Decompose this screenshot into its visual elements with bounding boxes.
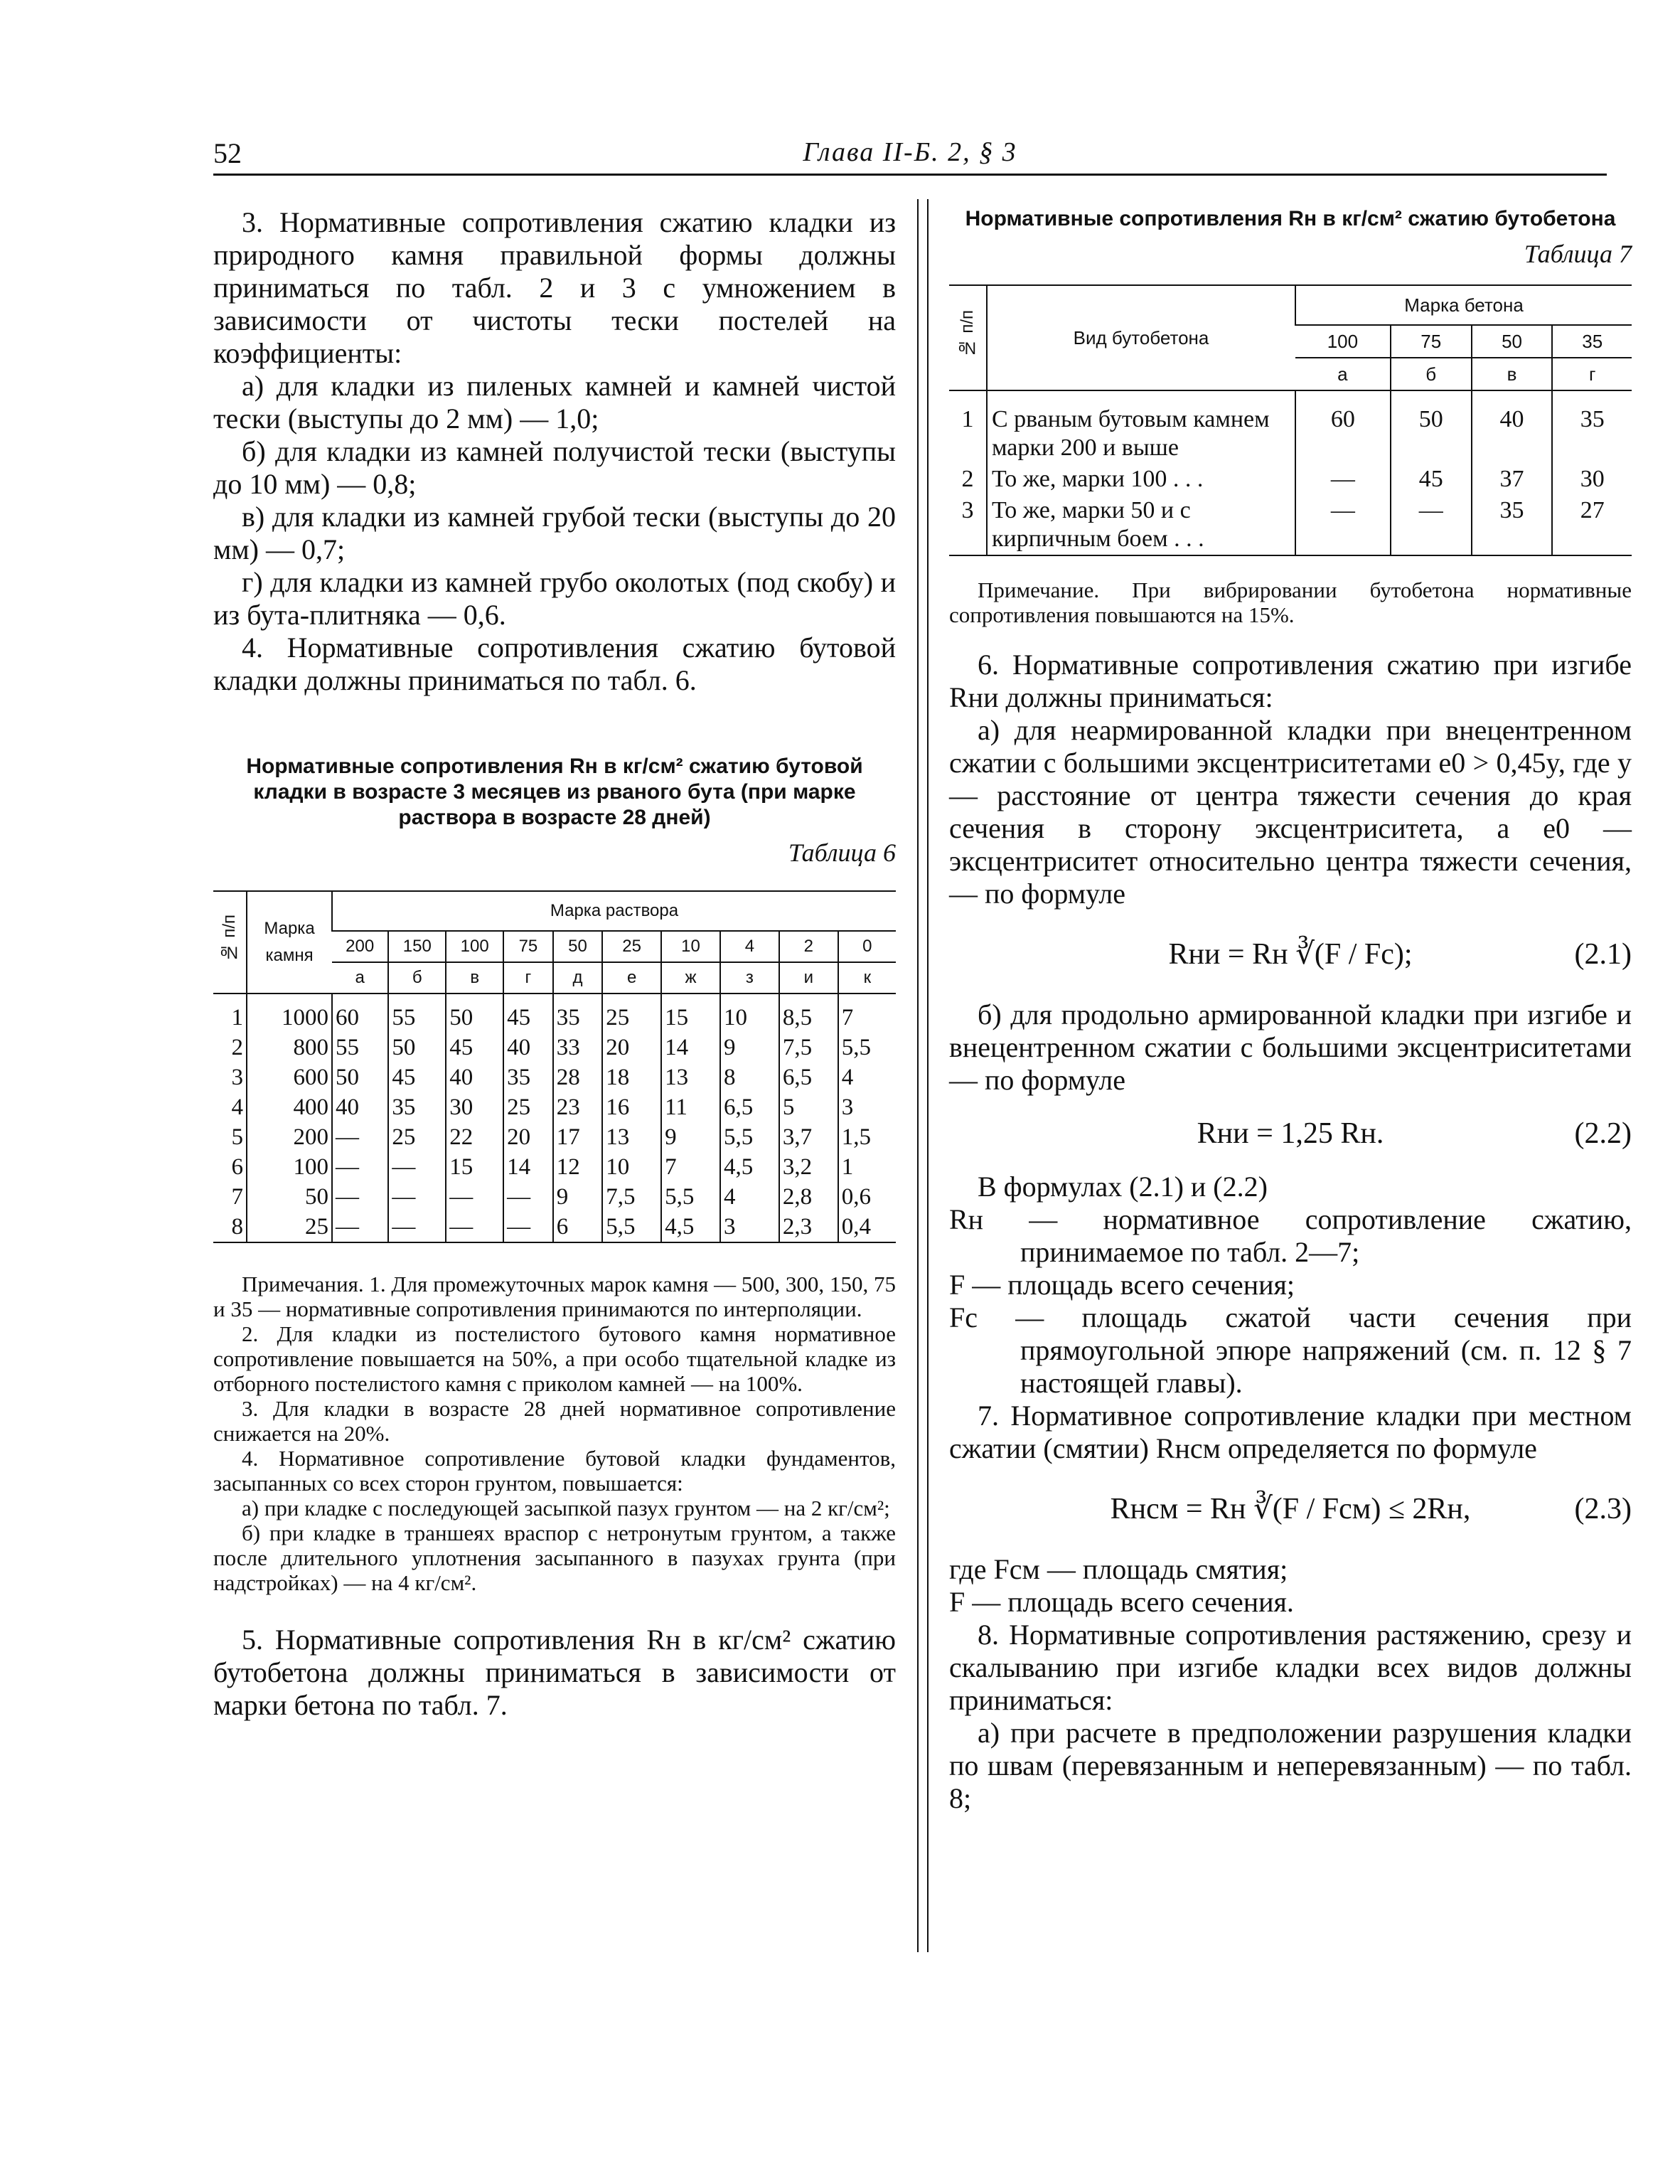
table6-cell: 3,7 (779, 1122, 838, 1152)
table7-letter-header: г (1552, 358, 1632, 390)
table6-row (213, 1212, 896, 1242)
table6-cell: 7,5 (779, 1033, 838, 1062)
table6-cell: 25 (602, 994, 661, 1033)
table6-cell: — (446, 1182, 503, 1212)
table6-cell: 1,5 (838, 1122, 896, 1152)
table6-cell: 12 (553, 1152, 603, 1182)
page-number: 52 (213, 137, 242, 169)
table6-cell: 14 (661, 1033, 720, 1062)
paragraph-7: 7. Нормативное сопротивление кладки при местном сжатии (смятии) Rнсм определяется по формуле (949, 1400, 1632, 1464)
table6-cell: 23 (553, 1092, 603, 1122)
table6-cell: 7,5 (602, 1182, 661, 1212)
table6-cell: 17 (553, 1122, 603, 1152)
right-column (949, 206, 1632, 1815)
formula-2-2-number: (2.2) (1574, 1117, 1632, 1150)
table6-note: б) при кладке в траншеях враспор с нетронутым грунтом, а также после длительного уплотнения засыпанного в пазухах грунта (при надстройках) — на 4 кг/см². (213, 1520, 896, 1595)
table7-cell: 30 (1552, 464, 1632, 495)
table6-cell: 8,5 (779, 994, 838, 1033)
table6-cell: — (332, 1212, 388, 1242)
table6-cell: 55 (332, 1033, 388, 1062)
table6-cell: 15 (446, 1152, 503, 1182)
table6-cell: 45 (503, 994, 553, 1033)
formula-2-3-number: (2.3) (1574, 1493, 1632, 1525)
table6-cell: 1 (231, 1005, 243, 1030)
table6-num-header: № п/п (213, 891, 247, 994)
table6-row (213, 1092, 896, 1122)
definitions-list (949, 1203, 1632, 1400)
table6-cell: 9 (661, 1122, 720, 1152)
formula-2-1 (949, 919, 1632, 990)
table7-note: Примечание. При вибрировании бутобетона нормативные сопротивления повышаются на 15%. (949, 577, 1632, 627)
table6-cell: 8 (720, 1062, 779, 1092)
table6-letter-header: г (503, 962, 553, 994)
table6-cell: 800 (247, 1033, 332, 1062)
table7-row (949, 464, 1632, 495)
table6-cell: 5,5 (720, 1122, 779, 1152)
definition-item: Rн — нормативное сопротивление сжатию, принимаемое по табл. 2—7; (949, 1203, 1632, 1268)
paragraph-5: 5. Нормативные сопротивления Rн в кг/см² сжатию бутобетона должны приниматься в зависимости от марки бетона по табл. 7. (213, 1624, 896, 1721)
table6-letter-header: в (446, 962, 503, 994)
table6-cell: 7 (661, 1152, 720, 1182)
table6-cell: 35 (388, 1092, 446, 1122)
table6-cell: 40 (503, 1033, 553, 1062)
table6-letter-header: а (332, 962, 388, 994)
table6-cell: 60 (332, 994, 388, 1033)
table6-cell: 55 (388, 994, 446, 1033)
paragraph-8a: а) при расчете в предположении разрушения кладки по швам (перевязанным и неперевязанным) — по табл. 8; (949, 1717, 1632, 1814)
table7-cell: 60 (1295, 390, 1391, 464)
table6-row (213, 994, 896, 1033)
formula-2-1-expr: Rни = Rн ∛(F / Fс); (1168, 938, 1413, 971)
table7-grade-header: 100 (1295, 325, 1391, 358)
table6-cell: 200 (247, 1122, 332, 1152)
table6-cell: — (332, 1182, 388, 1212)
table6-cell: 0,4 (838, 1212, 896, 1242)
table6-letter-header: б (388, 962, 446, 994)
table6-cell: 600 (247, 1062, 332, 1092)
table6-cell: 25 (388, 1122, 446, 1152)
table6-cell: 40 (446, 1062, 503, 1092)
definitions-list-2 (949, 1553, 1632, 1619)
table6-grade-header: 10 (661, 931, 720, 962)
definitions-intro: В формулах (2.1) и (2.2) (978, 1171, 1268, 1203)
table6-cell: — (388, 1212, 446, 1242)
table6-letter-header: к (838, 962, 896, 994)
table6-cell: 13 (661, 1062, 720, 1092)
table6-cell: 400 (247, 1092, 332, 1122)
table7-cell: 35 (1472, 495, 1553, 555)
table7-row (949, 495, 1632, 555)
table7-cell: — (1295, 495, 1391, 555)
table6-cell: 18 (602, 1062, 661, 1092)
table6-cell: — (388, 1182, 446, 1212)
table6-cell: 4 (720, 1182, 779, 1212)
paragraph-6b: б) для продольно армированной кладки при изгибе и внецентренном сжатии с большими эксцентриситетами — по формуле (949, 998, 1632, 1096)
table6-cell: — (446, 1212, 503, 1242)
table6-cell: 3 (231, 1065, 243, 1090)
table7-label: Таблица 7 (1524, 240, 1632, 268)
table6-cell: 2 (231, 1035, 243, 1060)
table6-cell: 9 (720, 1033, 779, 1062)
chapter-title: Глава II-Б. 2, § 3 (803, 137, 1017, 167)
table7-caption: Нормативные сопротивления Rн в кг/см² сжатию бутобетона (965, 207, 1616, 230)
table7-grade-header: 75 (1391, 325, 1472, 358)
paragraph-3a: а) для кладки из пиленых камней и камней чистой тески (выступы до 2 мм) — 1,0; (213, 370, 896, 435)
formula-2-1-number: (2.1) (1574, 938, 1632, 971)
table6-cell: 4 (231, 1094, 243, 1120)
table7-cell: 50 (1391, 390, 1472, 464)
table7-grade-header: 35 (1552, 325, 1632, 358)
table6-cell: 20 (503, 1122, 553, 1152)
table7-row-kind: С рваным бутовым камнем марки 200 и выше (987, 390, 1295, 464)
formula-2-3 (949, 1474, 1632, 1545)
table6-note: Примечания. 1. Для промежуточных марок камня — 500, 300, 150, 75 и 35 — нормативные сопротивления принимаются по интерполяции. (213, 1272, 896, 1321)
table7-cell: 37 (1472, 464, 1553, 495)
page-header (213, 137, 1607, 176)
table6-stone-header: Марка камня (247, 891, 332, 994)
table6-cell: 9 (553, 1182, 603, 1212)
paragraph-8: 8. Нормативные сопротивления растяжению, срезу и скалыванию при изгибе кладки всех видов должны приниматься: (949, 1619, 1632, 1716)
table6-letter-header: и (779, 962, 838, 994)
table6-cell: 25 (247, 1212, 332, 1242)
table6-cell: 3,2 (779, 1152, 838, 1182)
table6-note: 2. Для кладки из постелистого бутового камня нормативное сопротивление повышается на 50%, а при особо тщательной кладке из отборного постелистого камня с приколом камней — на 100%. (213, 1321, 896, 1396)
table7-cell: — (1391, 495, 1472, 555)
definition-item: F — площадь всего сечения. (949, 1586, 1294, 1618)
table6-cell: 8 (231, 1214, 243, 1240)
definition-item: F — площадь всего сечения; (949, 1269, 1295, 1301)
table7-letter-header: б (1391, 358, 1472, 390)
table6-row (213, 1062, 896, 1092)
table6-cell: 35 (503, 1062, 553, 1092)
table6-cell: 28 (553, 1062, 603, 1092)
table6-cell: 30 (446, 1092, 503, 1122)
table6-letter-header: е (602, 962, 661, 994)
table6-cell: — (388, 1152, 446, 1182)
table6-cell: 100 (247, 1152, 332, 1182)
table6-cell: 6 (231, 1154, 243, 1180)
table6-cell: 20 (602, 1033, 661, 1062)
table6-cell: 4 (838, 1062, 896, 1092)
table6-cell: 6 (553, 1212, 603, 1242)
table6-letter-header: д (553, 962, 603, 994)
table6-cell: 1 (838, 1152, 896, 1182)
table6-label: Таблица 6 (788, 838, 896, 867)
table7-row-number: 2 (961, 466, 974, 492)
table6-cell: 4,5 (720, 1152, 779, 1182)
table6-grade-header: 25 (602, 931, 661, 962)
paragraph-3: 3. Нормативные сопротивления сжатию кладки из природного камня правильной формы должны приниматься по табл. 2 и 3 с умножением в зависимости от чистоты тески постелей на коэффициенты: (213, 206, 896, 369)
table6-cell: — (503, 1182, 553, 1212)
table6-grade-header: 2 (779, 931, 838, 962)
table7-letter-header: в (1472, 358, 1553, 390)
table6-notes (213, 1272, 896, 1595)
table6-cell: 13 (602, 1122, 661, 1152)
paragraph-6: 6. Нормативные сопротивления сжатию при изгибе Rни должны приниматься: (949, 649, 1632, 713)
table6-cell: 40 (332, 1092, 388, 1122)
paragraph-4: 4. Нормативные сопротивления сжатию бутовой кладки должны приниматься по табл. 6. (213, 632, 896, 696)
table6-cell: 16 (602, 1092, 661, 1122)
definition-item: где Fсм — площадь смятия; (949, 1553, 1288, 1585)
paragraph-3g: г) для кладки из камней грубо околотых (под скобу) и из бута-плитняка — 0,6. (213, 566, 896, 631)
table6-cell: 50 (446, 994, 503, 1033)
table6-cell: 45 (388, 1062, 446, 1092)
paragraph-3b: б) для кладки из камней получистой тески (выступы до 10 мм) — 0,8; (213, 435, 896, 500)
formula-2-3-expr: Rнсм = Rн ∛(F / Fсм) ≤ 2Rн, (1110, 1493, 1471, 1525)
table7-cell: — (1295, 464, 1391, 495)
table6-cell: 4,5 (661, 1212, 720, 1242)
table7-row-kind: То же, марки 50 и с кирпичным боем . . . (987, 495, 1295, 555)
table7-row-number: 3 (961, 497, 974, 523)
table6-cell: 2,8 (779, 1182, 838, 1212)
table6-cell: 7 (838, 994, 896, 1033)
table6-note: 3. Для кладки в возрасте 28 дней нормативное сопротивление снижается на 20%. (213, 1396, 896, 1446)
table6-row (213, 1122, 896, 1152)
table7-row-number: 1 (961, 406, 974, 432)
left-column (213, 206, 896, 1722)
table7-cell: 45 (1391, 464, 1472, 495)
paragraph-3v: в) для кладки из камней грубой тески (выступы до 20 мм) — 0,7; (213, 501, 896, 565)
table6-row (213, 1182, 896, 1212)
table6-cell: 3 (720, 1212, 779, 1242)
table6-cell: 5,5 (838, 1033, 896, 1062)
table6-cell: 22 (446, 1122, 503, 1152)
table6-grade-header: 200 (332, 931, 388, 962)
table6-cell: 15 (661, 994, 720, 1033)
table6-cell: — (503, 1212, 553, 1242)
table6-cell: 5,5 (661, 1182, 720, 1212)
table6-cell: 35 (553, 994, 603, 1033)
table7-grade-header: 50 (1472, 325, 1553, 358)
table6-grade-header: 0 (838, 931, 896, 962)
formula-2-2-expr: Rни = 1,25 Rн. (1197, 1117, 1384, 1150)
table6-grade-header: 150 (388, 931, 446, 962)
table-7 (949, 284, 1632, 556)
table6-letter-header: ж (661, 962, 720, 994)
table6-letter-header: з (720, 962, 779, 994)
table6-cell: — (332, 1122, 388, 1152)
table6-cell: 5 (779, 1092, 838, 1122)
table6-group-header: Марка раствора (332, 891, 896, 931)
table6-grade-header: 4 (720, 931, 779, 962)
table6-note: а) при кладке с последующей засыпкой пазух грунтом — на 2 кг/см²; (242, 1496, 890, 1520)
table6-cell: 50 (332, 1062, 388, 1092)
table7-cell: 35 (1552, 390, 1632, 464)
table6-cell: 5 (231, 1124, 243, 1150)
table6-cell: 14 (503, 1152, 553, 1182)
table6-cell: 1000 (247, 994, 332, 1033)
table6-cell: 50 (247, 1182, 332, 1212)
definition-item: Fс — площадь сжатой части сечения при прямоугольной эпюре напряжений (см. п. 12 § 7 настоящей главы). (949, 1301, 1632, 1399)
table6-cell: 3 (838, 1092, 896, 1122)
table7-row (949, 390, 1632, 464)
table6-cell: 25 (503, 1092, 553, 1122)
table7-row-kind: То же, марки 100 . . . (987, 464, 1295, 495)
formula-2-2 (949, 1105, 1632, 1162)
table6-cell: 7 (231, 1184, 243, 1210)
table7-cell: 27 (1552, 495, 1632, 555)
table7-group-header: Марка бетона (1295, 285, 1632, 325)
table6-caption: Нормативные сопротивления Rн в кг/см² сжатию бутовой кладки в возрасте 3 месяцев из рваного бута (при марке раствора в возрасте 28 дней) (246, 755, 863, 829)
table7-cell: 40 (1472, 390, 1553, 464)
column-divider (917, 199, 929, 1952)
table6-cell: 33 (553, 1033, 603, 1062)
table6-cell: 6,5 (779, 1062, 838, 1092)
table6-row (213, 1152, 896, 1182)
table6-row (213, 1033, 896, 1062)
table6-cell: — (332, 1152, 388, 1182)
table6-cell: 10 (602, 1152, 661, 1182)
table6-grade-header: 50 (553, 931, 603, 962)
table6-cell: 11 (661, 1092, 720, 1122)
table6-cell: 2,3 (779, 1212, 838, 1242)
table6-grade-header: 75 (503, 931, 553, 962)
table6-grade-header: 100 (446, 931, 503, 962)
table7-letter-header: а (1295, 358, 1391, 390)
table6-cell: 6,5 (720, 1092, 779, 1122)
paragraph-6a: а) для неармированной кладки при внецентренном сжатии с большими эксцентриситетами e0 > 0,45y, где y — расстояние от центра тяжести сечения до края сечения в сторону эксцентриситета, а e0 — эксцентриситет относительно центра тяжести сечения,— по формуле (949, 714, 1632, 910)
table6-cell: 50 (388, 1033, 446, 1062)
table6-cell: 10 (720, 994, 779, 1033)
table6-note: 4. Нормативное сопротивление бутовой кладки фундаментов, засыпанных со всех сторон грунтом, повышается: (213, 1446, 896, 1496)
table-6 (213, 890, 896, 1243)
table7-kind-header: Вид бутобетона (987, 285, 1295, 390)
table6-cell: 5,5 (602, 1212, 661, 1242)
table6-cell: 0,6 (838, 1182, 896, 1212)
table7-num-header: № п/п (949, 285, 987, 390)
table6-cell: 45 (446, 1033, 503, 1062)
